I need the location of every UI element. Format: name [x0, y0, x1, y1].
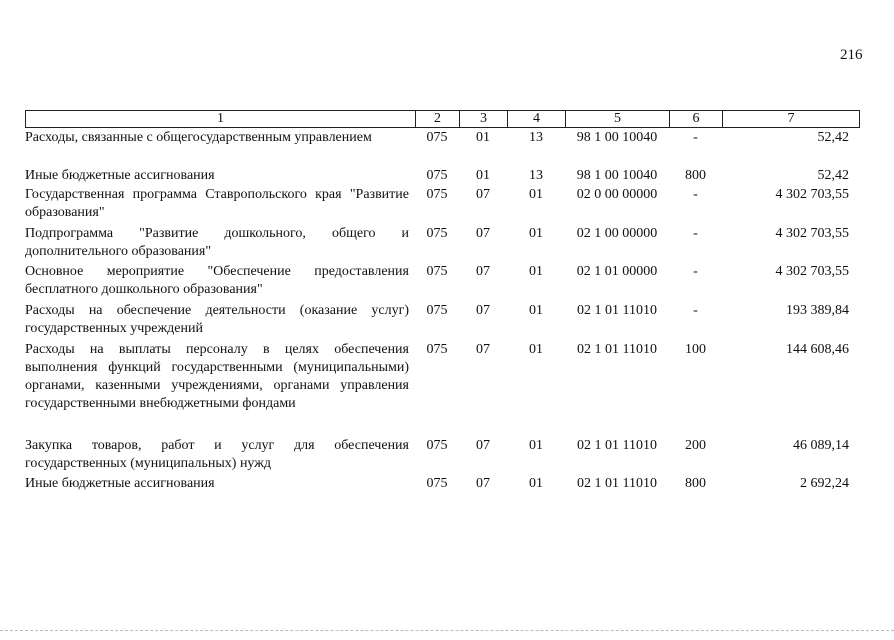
table-row: [25, 475, 860, 493]
row-amount: 52,42: [817, 130, 849, 145]
table-row: [25, 263, 860, 299]
header-col-5: 5: [566, 111, 670, 127]
row-section: 07: [476, 187, 490, 202]
scan-edge: [0, 630, 894, 632]
row-expense-type: 200: [685, 438, 706, 453]
row-ministry-code: 075: [426, 130, 448, 145]
row-name: Государственная программа Ставропольского края "Развитие образования": [25, 187, 409, 220]
row-ministry-code: 075: [426, 342, 448, 357]
row-subsection: 01: [529, 226, 543, 241]
row-section: 01: [476, 130, 490, 145]
row-ministry-code: 075: [426, 226, 448, 241]
row-target-article: 98 1 00 10040: [576, 168, 658, 183]
header-col-4: 4: [508, 111, 566, 127]
row-subsection: 13: [529, 168, 543, 183]
row-name: Иные бюджетные ассигнования: [25, 168, 215, 183]
row-amount: 4 302 703,55: [775, 187, 849, 202]
row-expense-type: -: [693, 303, 698, 318]
row-ministry-code: 075: [426, 168, 448, 183]
row-expense-type: -: [693, 264, 698, 279]
row-expense-type: 100: [685, 342, 706, 357]
row-name: Основное мероприятие "Обеспечение предоставления бесплатного дошкольного образования": [25, 264, 409, 297]
header-col-1: 1: [26, 111, 416, 127]
row-expense-type: -: [693, 226, 698, 241]
row-name: Подпрограмма "Развитие дошкольного, общего и дополнительного образования": [25, 226, 409, 259]
row-section: 07: [476, 342, 490, 357]
row-expense-type: 800: [685, 476, 706, 491]
row-name: Иные бюджетные ассигнования: [25, 476, 215, 491]
table-row: [25, 129, 860, 147]
header-col-7: 7: [787, 111, 795, 126]
row-expense-type: -: [693, 187, 698, 202]
row-subsection: 01: [529, 342, 543, 357]
row-section: 07: [476, 303, 490, 318]
row-amount: 46 089,14: [793, 438, 849, 453]
table-header: [25, 110, 860, 128]
row-name: Расходы, связанные с общегосударственным управлением: [25, 130, 372, 145]
row-subsection: 01: [529, 303, 543, 318]
row-ministry-code: 075: [426, 264, 448, 279]
row-amount: 193 389,84: [786, 303, 849, 318]
header-col-2: 2: [416, 111, 460, 127]
table-row: [25, 186, 860, 222]
row-name: Расходы на выплаты персоналу в целях обеспечения выполнения функций государственными (муниципальными) органами, казенными учреждениями, органами управления государственными внебюджетными фондами: [25, 342, 409, 411]
row-amount: 144 608,46: [786, 342, 849, 357]
row-ministry-code: 075: [426, 187, 448, 202]
row-ministry-code: 075: [426, 476, 448, 491]
row-target-article: 02 1 00 00000: [576, 226, 658, 241]
row-target-article: 02 1 01 11010: [577, 438, 657, 453]
table-row: [25, 341, 860, 413]
row-subsection: 01: [529, 264, 543, 279]
table-row: [25, 167, 860, 185]
page-number: 216: [840, 47, 863, 63]
row-amount: 2 692,24: [800, 476, 849, 491]
row-subsection: 01: [529, 187, 543, 202]
row-subsection: 01: [529, 438, 543, 453]
row-expense-type: -: [693, 130, 698, 145]
row-target-article: 02 1 01 11010: [577, 476, 657, 491]
row-amount: 4 302 703,55: [775, 226, 849, 241]
row-section: 07: [476, 476, 490, 491]
row-target-article: 02 0 00 00000: [576, 187, 658, 202]
row-section: 01: [476, 168, 490, 183]
header-col-3: 3: [460, 111, 508, 127]
row-subsection: 13: [529, 130, 543, 145]
row-name: Расходы на обеспечение деятельности (оказание услуг) государственных учреждений: [25, 303, 409, 336]
row-ministry-code: 075: [426, 303, 448, 318]
table-row: [25, 225, 860, 261]
row-subsection: 01: [529, 476, 543, 491]
row-amount: 4 302 703,55: [775, 264, 849, 279]
row-target-article: 02 1 01 00000: [576, 264, 658, 279]
row-section: 07: [476, 438, 490, 453]
row-target-article: 98 1 00 10040: [576, 130, 658, 145]
row-section: 07: [476, 264, 490, 279]
row-amount: 52,42: [817, 168, 849, 183]
row-target-article: 02 1 01 11010: [577, 342, 657, 357]
row-target-article: 02 1 01 11010: [577, 303, 657, 318]
row-ministry-code: 075: [426, 438, 448, 453]
table-row: [25, 302, 860, 338]
row-name: Закупка товаров, работ и услуг для обеспечения государственных (муниципальных) нужд: [25, 438, 409, 471]
row-expense-type: 800: [685, 168, 706, 183]
row-section: 07: [476, 226, 490, 241]
header-col-6: 6: [670, 111, 723, 127]
table-row: [25, 437, 860, 473]
